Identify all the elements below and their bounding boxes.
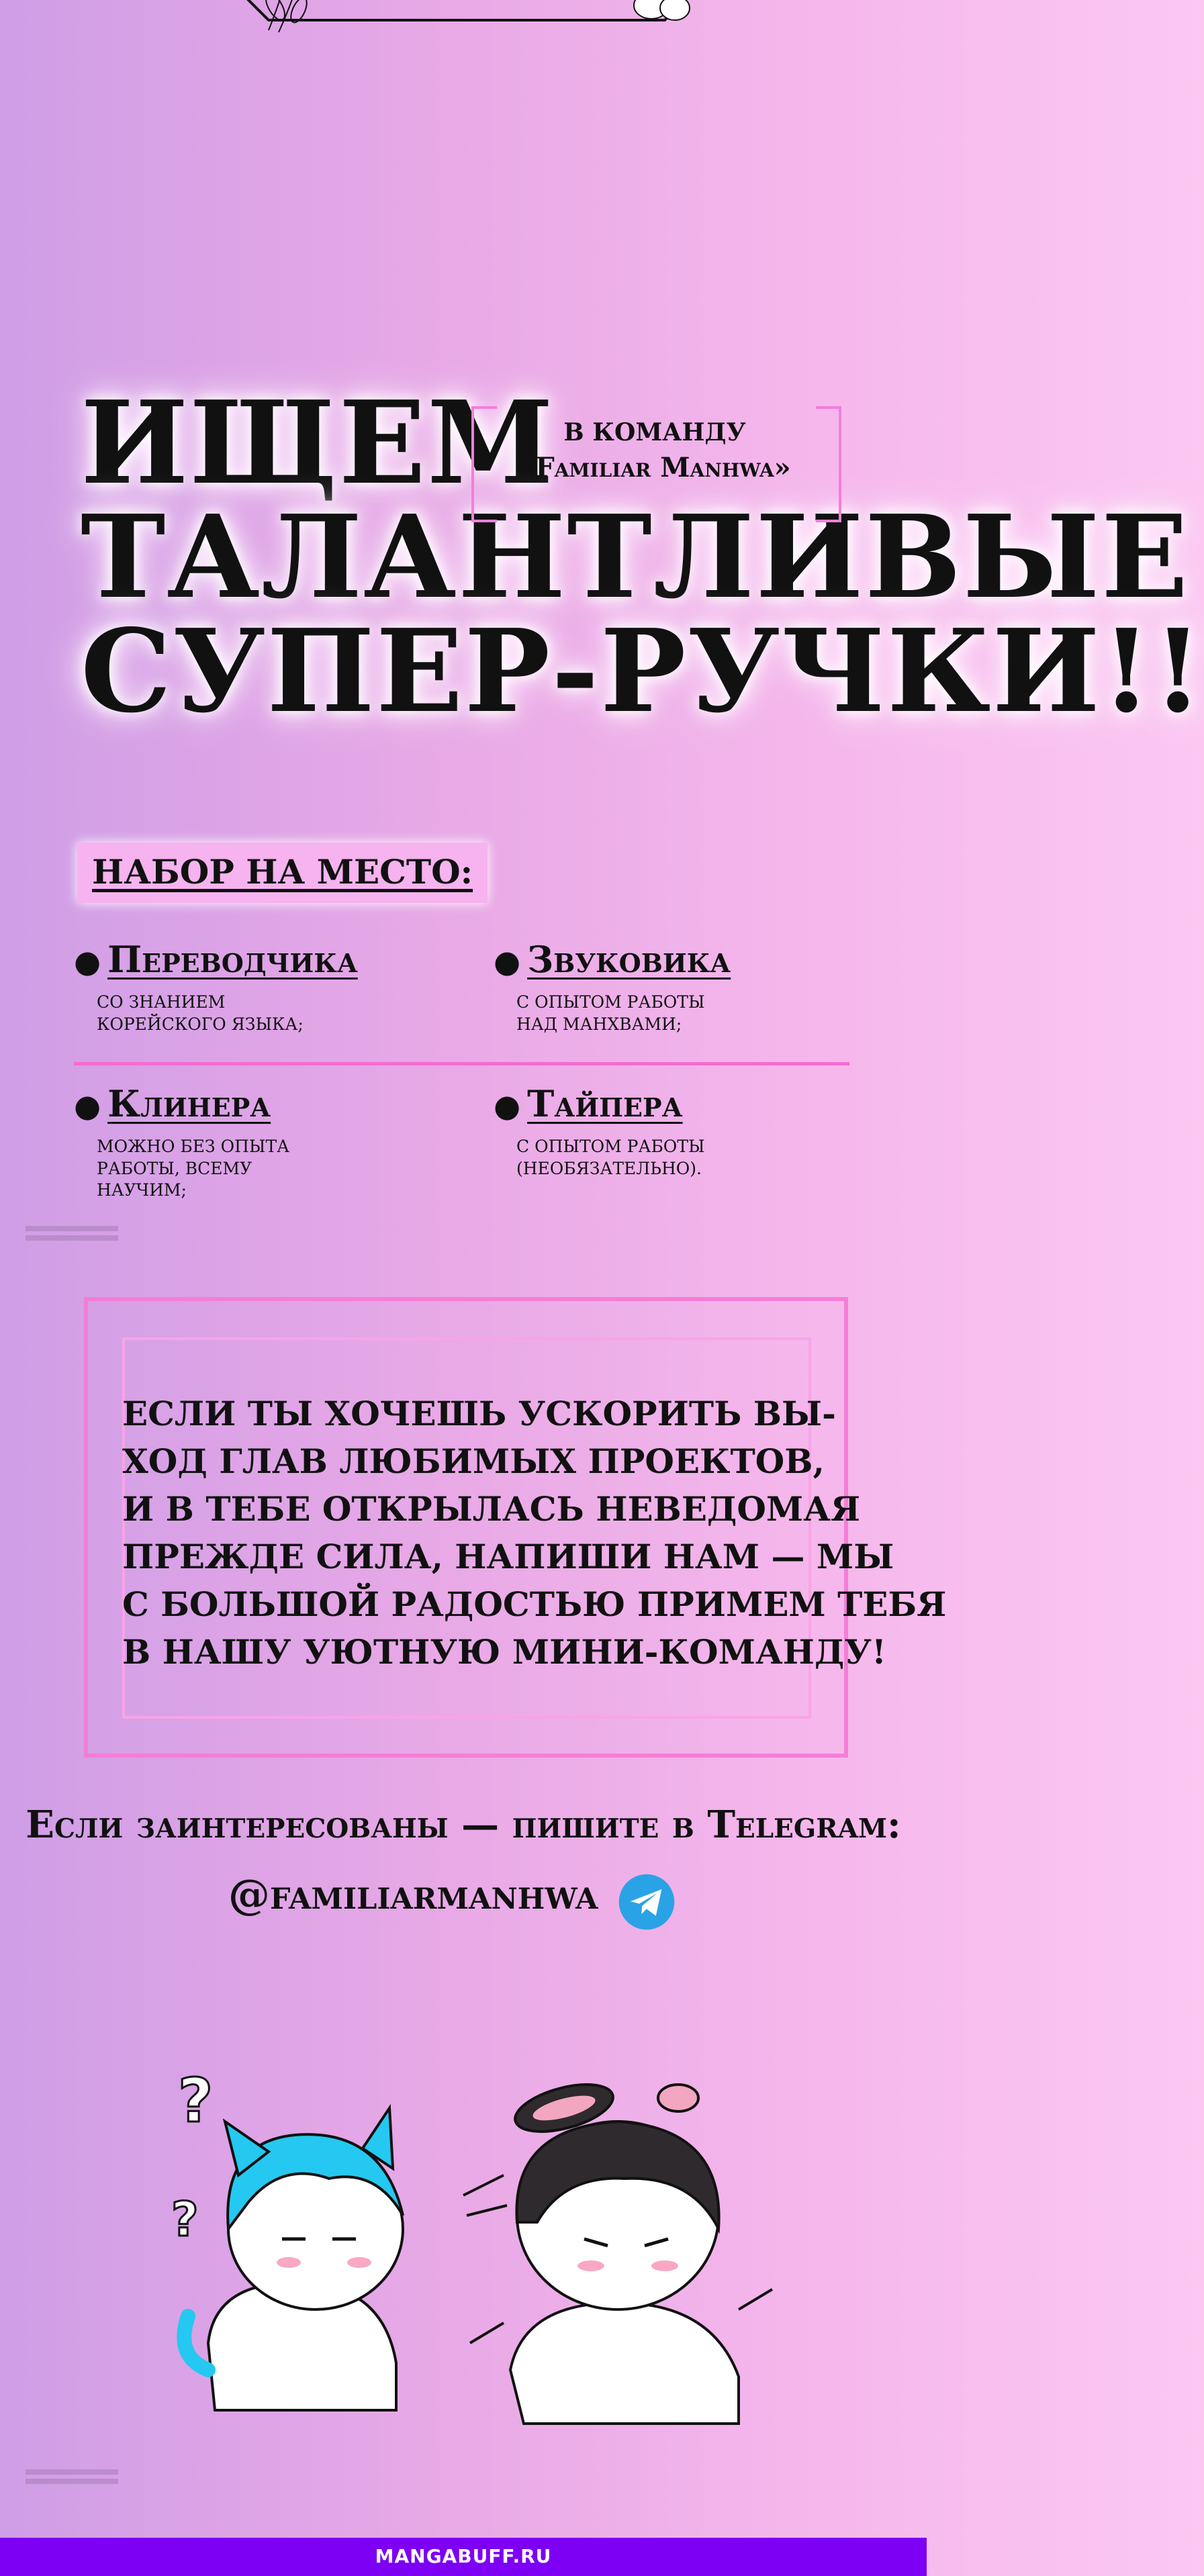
bracket-right <box>816 406 841 522</box>
bullet-icon: ● <box>74 943 101 980</box>
top-decorative-frame <box>228 0 712 34</box>
watermark <box>21 1222 122 1247</box>
role-desc-line: НАУЧИМ; <box>97 1180 187 1200</box>
footer-site-link[interactable]: MANGABUFF.RU <box>375 2545 552 2567</box>
svg-text:?: ? <box>171 2192 199 2247</box>
role-cleaner <box>74 1084 450 1202</box>
bullet-icon: ● <box>494 943 521 980</box>
message-line: И В ТЕБЕ ОТКРЫЛАСЬ НЕВЕДОМАЯ <box>122 1489 861 1529</box>
watermark <box>21 2465 122 2491</box>
hero-subtitle-line-1: В КОМАНДУ <box>563 418 746 446</box>
message-line: ХОД ГЛАВ ЛЮБИМЫХ ПРОЕКТОВ, <box>122 1441 825 1481</box>
role-desc-line: С ОПЫТОМ РАБОТЫ <box>516 992 705 1012</box>
bullet-icon: ● <box>74 1088 101 1124</box>
hero-title-line-3: СУПЕР-РУЧКИ!! <box>81 604 1204 738</box>
role-desc-line: НАД МАНХВАМИ; <box>516 1014 682 1034</box>
telegram-icon[interactable] <box>618 1873 676 1931</box>
recruitment-title <box>77 843 488 903</box>
bracket-left <box>471 406 497 522</box>
recruitment-title-text: НАБОР НА МЕСТО: <box>92 852 473 892</box>
role-name: Звуковика <box>527 938 731 981</box>
roles-divider <box>74 1062 849 1065</box>
message-text <box>122 1390 947 1676</box>
role-desc-line: РАБОТЫ, ВСЕМУ <box>97 1158 252 1178</box>
role-desc-line: СО ЗНАНИЕМ <box>97 992 226 1012</box>
role-name: Тайпера <box>527 1082 683 1125</box>
hero-title-line-2: ТАЛАНТЛИВЫЕ <box>81 490 1190 624</box>
role-translator <box>74 940 450 1035</box>
chibi-characters-illustration <box>161 2061 819 2437</box>
role-typesetter <box>494 1084 870 1180</box>
role-sound-editor <box>494 940 870 1035</box>
role-desc-line: (НЕОБЯЗАТЕЛЬНО). <box>516 1158 702 1178</box>
hero-subtitle-line-2: «Familiar Manhwa» <box>518 452 791 483</box>
role-name: Переводчика <box>107 938 358 981</box>
role-desc-line: МОЖНО БЕЗ ОПЫТА <box>97 1137 290 1157</box>
message-line: ПРЕЖДЕ СИЛА, НАПИШИ НАМ — МЫ <box>122 1537 894 1576</box>
role-desc-line: С ОПЫТОМ РАБОТЫ <box>516 1137 705 1157</box>
bullet-icon: ● <box>494 1088 521 1124</box>
svg-text:?: ? <box>178 2066 214 2136</box>
telegram-handle[interactable]: @familiarmanhwa <box>228 1870 598 1919</box>
message-line: ЕСЛИ ТЫ ХОЧЕШЬ УСКОРИТЬ ВЫ- <box>122 1394 836 1433</box>
message-line: С БОЛЬШОЙ РАДОСТЬЮ ПРИМЕМ ТЕБЯ <box>122 1584 947 1624</box>
message-line: В НАШУ УЮТНУЮ МИНИ-КОМАНДУ! <box>122 1632 886 1672</box>
role-desc-line: КОРЕЙСКОГО ЯЗЫКА; <box>97 1014 304 1034</box>
hero-title-line-1: ИЩЕМ <box>81 376 555 510</box>
contact-text: Если заинтересованы — пишите в Telegram: <box>26 1803 901 1847</box>
role-name: Клинера <box>107 1082 271 1125</box>
